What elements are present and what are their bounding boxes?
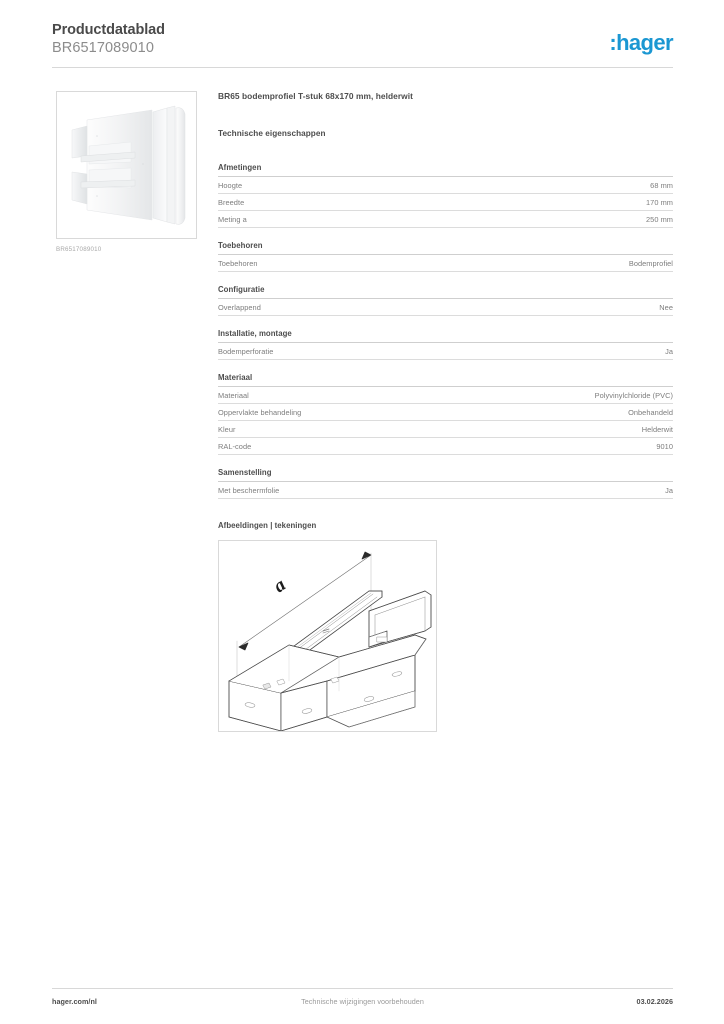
spec-row-label: RAL-code <box>218 442 252 451</box>
spec-row-value: 170 mm <box>646 198 673 207</box>
footer-disclaimer: Technische wijzigingen voorbehouden <box>301 997 424 1006</box>
spec-row-value: Ja <box>665 347 673 356</box>
page-footer <box>52 997 673 1011</box>
spec-group-title: Installatie, montage <box>218 329 673 343</box>
hager-logo: :hager <box>609 30 673 55</box>
spec-row-value: 250 mm <box>646 215 673 224</box>
dimension-label-a: a <box>269 574 290 598</box>
footer-date: 03.02.2026 <box>636 997 673 1006</box>
spec-row <box>218 343 673 360</box>
header-divider <box>52 67 673 68</box>
product-photo-frame <box>56 91 197 239</box>
spec-row <box>218 299 673 316</box>
spec-group <box>218 373 673 455</box>
drawings-title: Afbeeldingen | tekeningen <box>218 521 317 530</box>
spec-group <box>218 241 673 272</box>
footer-divider <box>52 988 673 989</box>
spec-row <box>218 177 673 194</box>
spec-row-value: Ja <box>665 486 673 495</box>
spec-row-value: 9010 <box>656 442 673 451</box>
spec-row <box>218 438 673 455</box>
spec-row-label: Toebehoren <box>218 259 258 268</box>
spec-row-label: Hoogte <box>218 181 243 190</box>
product-photo-column <box>56 91 197 253</box>
page-title: Productdatablad <box>52 22 165 38</box>
spec-group-title: Materiaal <box>218 373 673 387</box>
technical-drawing-frame <box>218 540 437 732</box>
technical-properties-heading: Technische eigenschappen <box>218 129 326 138</box>
spec-row <box>218 194 673 211</box>
spec-row-label: Bodemperforatie <box>218 347 274 356</box>
spec-group-title: Toebehoren <box>218 241 673 255</box>
spec-row <box>218 482 673 499</box>
spec-groups <box>218 163 673 499</box>
spec-row-value: Nee <box>659 303 673 312</box>
spec-row-label: Meting a <box>218 215 247 224</box>
spec-row <box>218 421 673 438</box>
product-name: BR65 bodemprofiel T-stuk 68x170 mm, helderwit <box>218 91 413 101</box>
document-reference: BR6517089010 <box>52 40 154 56</box>
spec-row-value: Helderwit <box>641 425 673 434</box>
spec-row-value: Bodemprofiel <box>628 259 673 268</box>
spec-row <box>218 404 673 421</box>
spec-row-label: Materiaal <box>218 391 249 400</box>
spec-row-label: Overlappend <box>218 303 261 312</box>
footer-website[interactable]: hager.com/nl <box>52 997 97 1006</box>
spec-row-label: Kleur <box>218 425 236 434</box>
spec-group-title: Samenstelling <box>218 468 673 482</box>
spec-group <box>218 163 673 228</box>
page-header <box>52 22 673 64</box>
drawings-section <box>218 521 673 732</box>
specification-column <box>218 91 673 732</box>
spec-row-label: Met beschermfolie <box>218 486 280 495</box>
technical-drawing-image <box>219 541 436 731</box>
spec-row-value: Polyvinylchloride (PVC) <box>594 391 673 400</box>
spec-row <box>218 255 673 272</box>
spec-row-label: Oppervlakte behandeling <box>218 408 302 417</box>
product-photo-image <box>57 92 196 238</box>
spec-row <box>218 211 673 228</box>
spec-row <box>218 387 673 404</box>
spec-group-title: Configuratie <box>218 285 673 299</box>
spec-group-title: Afmetingen <box>218 163 673 177</box>
spec-row-label: Breedte <box>218 198 245 207</box>
spec-row-value: Onbehandeld <box>628 408 673 417</box>
spec-row-value: 68 mm <box>650 181 673 190</box>
spec-group <box>218 329 673 360</box>
product-photo-caption: BR6517089010 <box>56 246 102 253</box>
spec-group <box>218 285 673 316</box>
spec-group <box>218 468 673 499</box>
